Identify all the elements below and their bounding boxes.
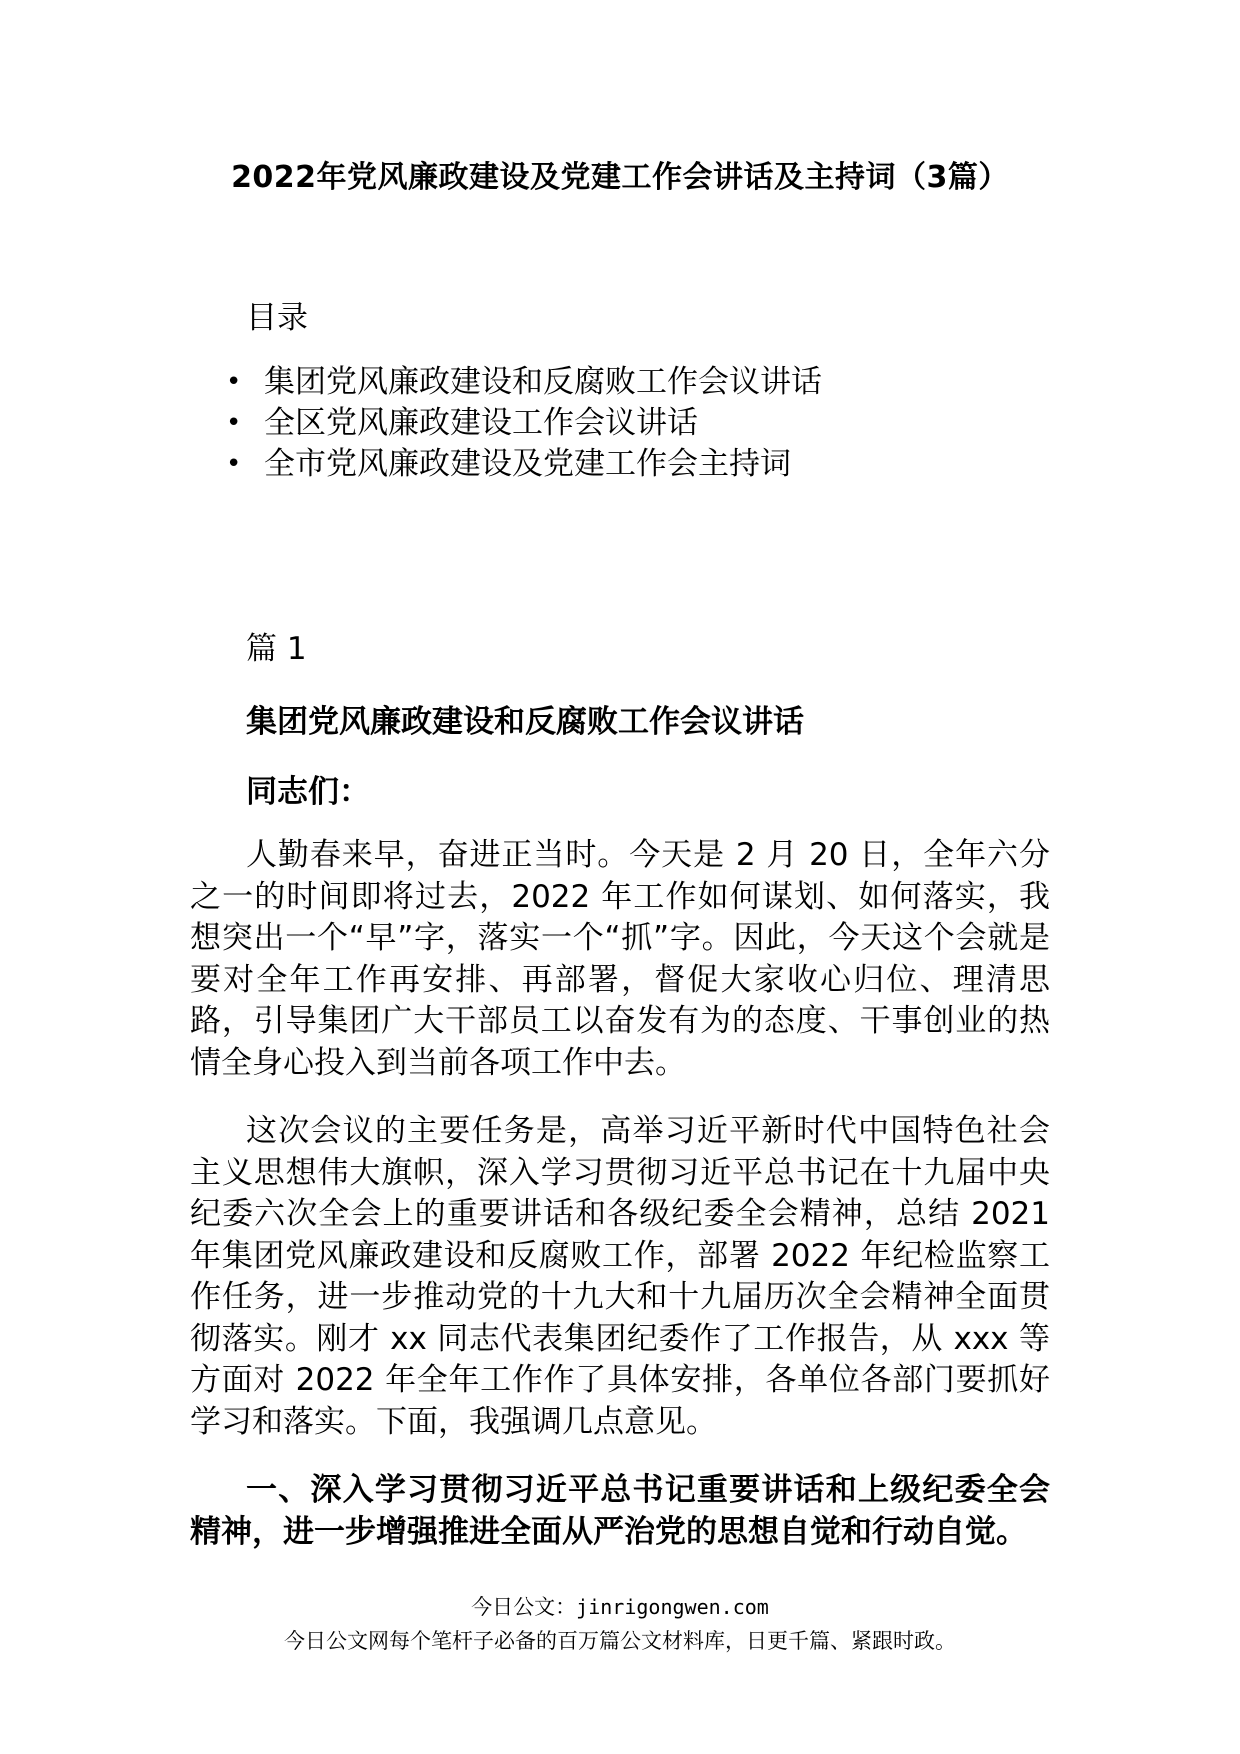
toc-heading: 目录 bbox=[246, 300, 308, 336]
toc-item-3[interactable] bbox=[226, 444, 822, 485]
chapter-title: 集团党风廉政建设和反腐败工作会议讲话 bbox=[246, 704, 804, 740]
section-heading: 一、深入学习贯彻习近平总书记重要讲话和上级纪委全会精神，进一步增强推进全面从严治党的思想自觉和行动自觉。 bbox=[190, 1472, 1050, 1550]
table-of-contents bbox=[226, 362, 822, 485]
toc-item-2[interactable] bbox=[226, 403, 822, 444]
toc-item-label: 全区党风廉政建设工作会议讲话 bbox=[264, 405, 698, 441]
toc-item-label: 全市党风廉政建设及党建工作会主持词 bbox=[264, 446, 791, 482]
page-footer bbox=[0, 1590, 1240, 1658]
salutation: 同志们： bbox=[246, 774, 370, 810]
chapter-label: 篇 1 bbox=[246, 631, 307, 667]
toc-item-label: 集团党风廉政建设和反腐败工作会议讲话 bbox=[264, 364, 822, 400]
footer-slogan: 今日公文网每个笔杆子必备的百万篇公文材料库，日更千篇、紧跟时政。 bbox=[284, 1629, 956, 1653]
bullet-icon: • bbox=[226, 367, 242, 397]
body-paragraph-1: 人勤春来早，奋进正当时。今天是 2 月 20 日，全年六分之一的时间即将过去，2022 年工作如何谋划、如何落实，我想突出一个“早”字，落实一个“抓”字。因此，今天这个会就是要对全年工作再安排、再部署，督促大家收心归位、理清思路，引导集团广大干部员工以奋发有为的态度、干事创业的热情全身心投入到当前各项工作中去。 bbox=[190, 837, 1050, 1081]
document-title: 2022年党风廉政建设及党建工作会讲话及主持词（3篇） bbox=[231, 160, 1009, 195]
body-paragraph-2: 这次会议的主要任务是，高举习近平新时代中国特色社会主义思想伟大旗帜，深入学习贯彻习近平总书记在十九届中央纪委六次全会上的重要讲话和各级纪委全会精神，总结 2021 年集团党风廉政建设和反腐败工作，部署 2022 年纪检监察工作任务，进一步推动党的十九大和十九届历次全会精神全面贯彻落实。刚才 xx 同志代表集团纪委作了工作报告，从 xxx 等方面对 2022 年全年工作作了具体安排，各单位各部门要抓好学习和落实。下面，我强调几点意见。 bbox=[190, 1113, 1050, 1440]
footer-label: 今日公文： bbox=[471, 1595, 577, 1619]
footer-source-line bbox=[0, 1590, 1240, 1624]
toc-item-1[interactable] bbox=[226, 362, 822, 403]
bullet-icon: • bbox=[226, 449, 242, 479]
footer-url-link[interactable]: jinrigongwen.com bbox=[576, 1595, 769, 1619]
bullet-icon: • bbox=[226, 408, 242, 438]
